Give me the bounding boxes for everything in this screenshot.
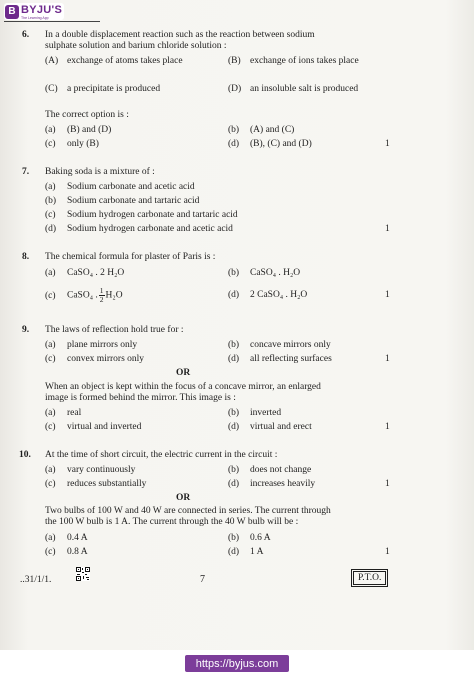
- question-6-answer-d: (d) (B), (C) and (D): [228, 139, 312, 149]
- question-6-option-b: (B) exchange of ions takes place: [228, 56, 359, 66]
- question-10-option-d: (d) increases heavily: [228, 479, 316, 489]
- question-9-text: The laws of reflection hold true for :: [45, 325, 184, 335]
- question-6-answer-c: (c) only (B): [45, 139, 99, 149]
- question-9-alt-text: When an object is kept within the focus of a concave mirror, an enlarged image is formed behind the mirror. This image is :: [45, 382, 321, 403]
- question-8-option-a: (a) CaSO₄ . 2 H₂O: [45, 268, 125, 278]
- byjus-mark-icon: B: [5, 5, 19, 19]
- question-6-option-a: (A) exchange of atoms takes place: [45, 56, 183, 66]
- fraction-half: $\frac{1}{2}$: [99, 286, 104, 304]
- question-6-option-c: (C) a precipitate is produced: [45, 84, 161, 94]
- question-9-alt-option-a: (a) real: [45, 408, 82, 418]
- question-9-alt-option-c: (c) virtual and inverted: [45, 422, 142, 432]
- question-8-option-c: (c) CaSO₄ . $\frac{1}{2}$ H₂O: [45, 286, 123, 304]
- question-10-text: At the time of short circuit, the electric current in the circuit :: [45, 450, 278, 460]
- question-8-number: 8.: [22, 252, 30, 262]
- question-9-marks: 1: [385, 354, 390, 364]
- question-8-option-d: (d) 2 CaSO₄ . H₂O: [228, 290, 308, 300]
- brand-tagline: The Learning App: [21, 15, 49, 20]
- question-10-or: OR: [176, 493, 191, 503]
- question-7-option-c: (c) Sodium hydrogen carbonate and tartaric acid: [45, 210, 238, 220]
- question-8-text: The chemical formula for plaster of Paris is :: [45, 252, 216, 262]
- page-number: 7: [200, 574, 205, 585]
- question-9-number: 9.: [22, 325, 30, 335]
- question-9-option-a: (a) plane mirrors only: [45, 340, 138, 350]
- pto-box: P.T.O.: [353, 571, 386, 585]
- header-rule: [4, 21, 100, 22]
- question-9-or: OR: [176, 368, 191, 378]
- question-6-answer-b: (b) (A) and (C): [228, 125, 295, 135]
- question-8-option-b: (b) CaSO₄ . H₂O: [228, 268, 301, 278]
- question-8-marks: 1: [385, 290, 390, 300]
- question-7-option-b: (b) Sodium carbonate and tartaric acid: [45, 196, 200, 206]
- question-10-option-a: (a) vary continuously: [45, 465, 136, 475]
- qr-code-icon: [76, 567, 90, 581]
- byjus-logo: [4, 3, 64, 20]
- question-6-number: 6.: [22, 30, 30, 40]
- question-7-option-d: (d) Sodium hydrogen carbonate and acetic acid: [45, 224, 233, 234]
- question-10-alt-option-b: (b) 0.6 A: [228, 533, 271, 543]
- question-10-alt-text: Two bulbs of 100 W and 40 W are connected in series. The current through the 100 W bulb is 1 A. The current through the 40 W bulb will be :: [45, 506, 331, 527]
- brand-name: BYJU'S: [21, 3, 63, 16]
- question-10-option-c: (c) reduces substantially: [45, 479, 147, 489]
- byjus-url-link[interactable]: https://byjus.com: [185, 655, 289, 672]
- question-9-option-c: (c) convex mirrors only: [45, 354, 145, 364]
- question-10-alt-marks: 1: [385, 547, 390, 557]
- question-9-option-d: (d) all reflecting surfaces: [228, 354, 332, 364]
- question-7-text: Baking soda is a mixture of :: [45, 167, 155, 177]
- question-10-marks: 1: [385, 479, 390, 489]
- paper-code: ..31/1/1.: [20, 575, 52, 585]
- question-9-option-b: (b) concave mirrors only: [228, 340, 331, 350]
- question-9-alt-option-b: (b) inverted: [228, 408, 282, 418]
- question-10-number: 10.: [19, 450, 31, 460]
- question-7-option-a: (a) Sodium carbonate and acetic acid: [45, 182, 195, 192]
- question-10-alt-option-c: (c) 0.8 A: [45, 547, 88, 557]
- question-9-alt-marks: 1: [385, 422, 390, 432]
- question-7-number: 7.: [22, 167, 30, 177]
- question-10-alt-option-d: (d) 1 A: [228, 547, 264, 557]
- question-6-marks: 1: [385, 139, 390, 149]
- question-6-prompt: The correct option is :: [45, 110, 129, 120]
- question-10-option-b: (b) does not change: [228, 465, 312, 475]
- question-6-text: In a double displacement reaction such as the reaction between sodium sulphate solution and barium chloride solution :: [45, 30, 315, 51]
- question-7-marks: 1: [385, 224, 390, 234]
- question-9-alt-option-d: (d) virtual and erect: [228, 422, 312, 432]
- question-6-option-d: (D) an insoluble salt is produced: [228, 84, 359, 94]
- question-10-alt-option-a: (a) 0.4 A: [45, 533, 88, 543]
- question-6-answer-a: (a) (B) and (D): [45, 125, 112, 135]
